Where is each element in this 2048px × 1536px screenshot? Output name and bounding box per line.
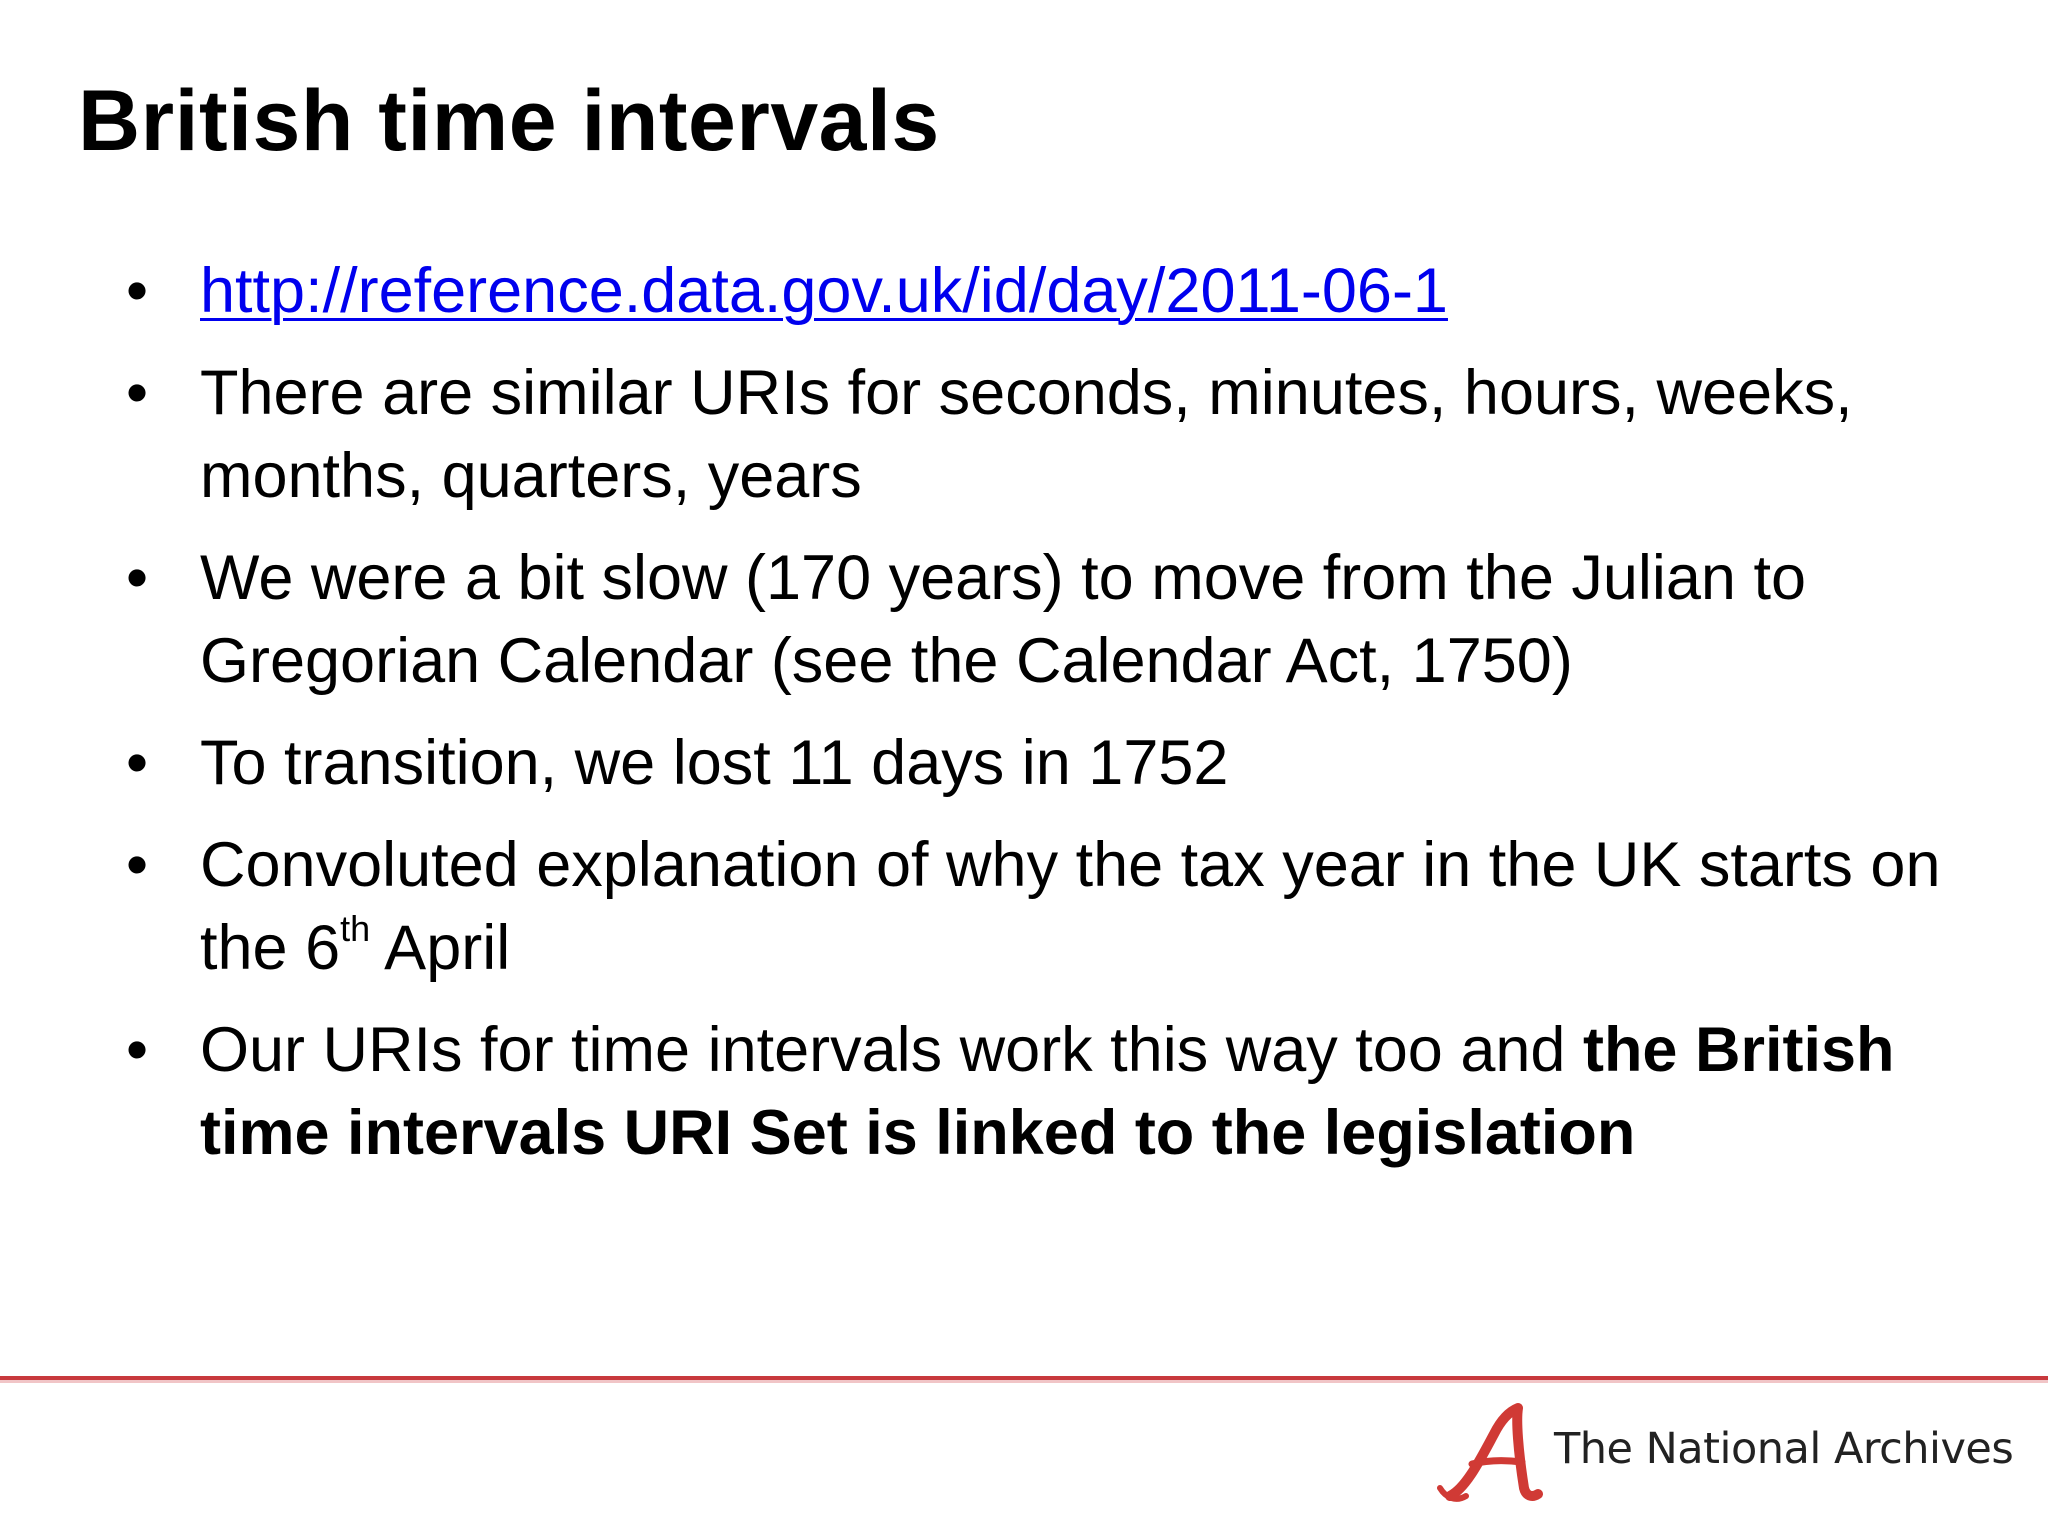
bullet-text-normal: Our URIs for time intervals work this way too and	[200, 1015, 1583, 1085]
bullet-dot-icon: •	[125, 256, 149, 326]
bullet-item-url	[122, 250, 1952, 333]
bullet-text-bold: the British time intervals URI Set is linked to the legislation	[200, 1015, 1895, 1168]
bullet-item-similar-uris	[122, 352, 1952, 518]
reference-data-link[interactable]: http://reference.data.gov.uk/id/day/2011-06-1	[200, 256, 1448, 326]
bullet-item-transition	[122, 722, 1952, 805]
bullet-text	[200, 1015, 1895, 1168]
bullet-text: There are similar URIs for seconds, minutes, hours, weeks, months, quarters, years	[200, 358, 1853, 511]
bullet-list	[122, 250, 1952, 1194]
bullet-text: We were a bit slow (170 years) to move from the Julian to Gregorian Calendar (see the Calendar Act, 1750)	[200, 543, 1807, 696]
bullet-dot-icon: •	[125, 728, 149, 798]
bullet-dot-icon: •	[125, 1015, 149, 1085]
bullet-dot-icon: •	[125, 358, 149, 428]
bullet-text	[200, 830, 1941, 983]
national-archives-logo	[1436, 1400, 2013, 1510]
bullet-text: To transition, we lost 11 days in 1752	[200, 728, 1229, 798]
footer-divider-shadow	[0, 1380, 2048, 1383]
bullet-text-after: April	[370, 913, 511, 983]
bullet-text-before: Convoluted explanation of why the tax year in the UK starts on the 6	[200, 830, 1941, 983]
brand-name: The National Archives	[1554, 1424, 2014, 1474]
bullet-item-calendar	[122, 537, 1952, 703]
bullet-item-legislation	[122, 1009, 1952, 1175]
ordinal-suffix: th	[340, 908, 371, 949]
slide-title: British time intervals	[78, 73, 940, 169]
bullet-dot-icon: •	[125, 830, 149, 900]
bullet-item-tax-year	[122, 824, 1952, 990]
national-archives-a-logo-icon	[1436, 1400, 1546, 1510]
bullet-dot-icon: •	[125, 543, 149, 613]
